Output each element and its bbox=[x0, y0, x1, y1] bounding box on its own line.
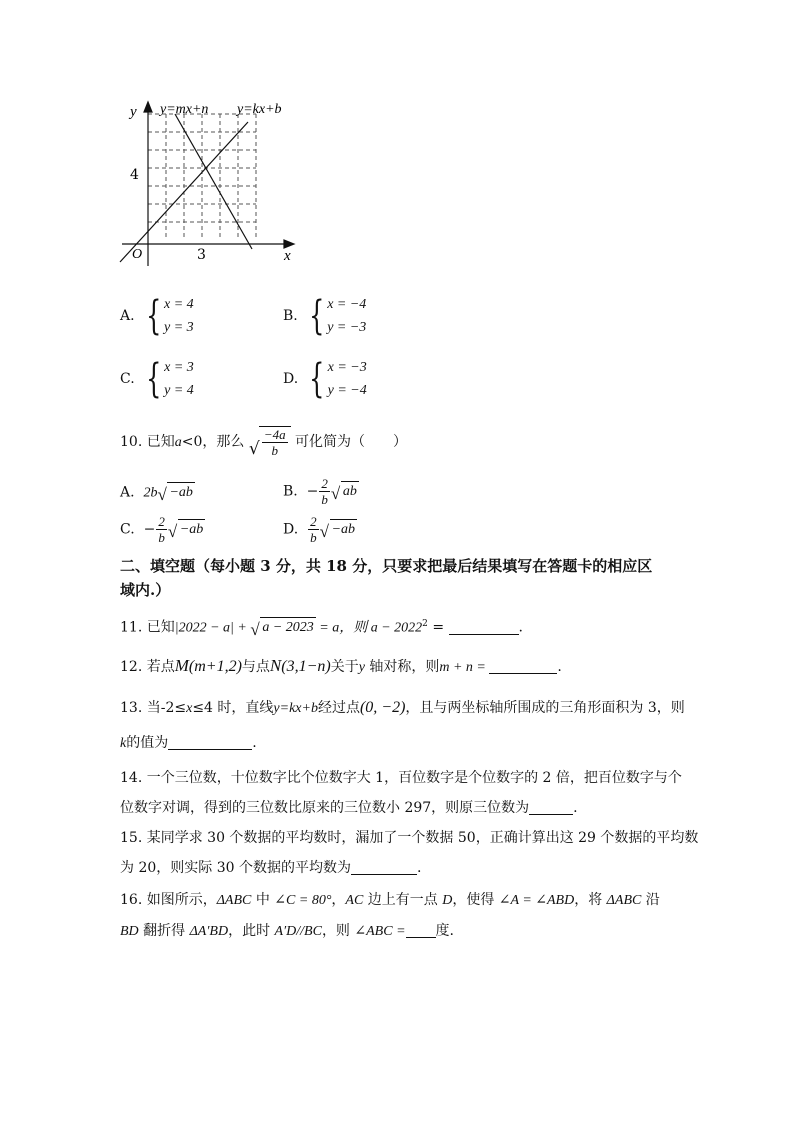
q9-option-b[interactable] bbox=[283, 293, 366, 339]
q10-option-c[interactable]: C. − $\frac{2}{b}$ √ −ab bbox=[120, 514, 204, 545]
brace-icon: { bbox=[309, 356, 325, 402]
q9-option-a[interactable] bbox=[120, 293, 194, 339]
answer-blank[interactable] bbox=[351, 860, 417, 875]
sys-eq2: y = 3 bbox=[164, 320, 194, 335]
y-tick-4: 4 bbox=[130, 167, 139, 183]
x-axis-arrow bbox=[284, 240, 294, 248]
x-tick-3: 3 bbox=[197, 247, 206, 263]
q9-option-c[interactable] bbox=[120, 356, 194, 402]
origin-label: O bbox=[132, 247, 143, 262]
q10-option-b[interactable]: B. − $\frac{2}{b}$ √ ab bbox=[283, 476, 357, 507]
q15-line2: 为 20，则实际 30 个数据的平均数为 . bbox=[120, 860, 422, 876]
sys-eq1: x = 3 bbox=[164, 360, 194, 375]
sys-eq2: y = −3 bbox=[327, 320, 367, 335]
q15-line1: 15. 某同学求 30 个数据的平均数时，漏加了一个数据 50，正确计算出这 29 个数据的平均数 bbox=[120, 830, 699, 846]
grid bbox=[148, 114, 256, 240]
q10-stem: 10. 已知a<0，那么 √ $\frac{-4a}{b}$ 可化简为（ ） bbox=[120, 427, 408, 459]
answer-blank[interactable] bbox=[449, 620, 519, 635]
q11: 11. 已知|2022 − a| + √ a − 2023 = a，则 $a - 2022^2$ = . bbox=[120, 619, 523, 640]
line-mx-plus-n bbox=[175, 114, 252, 249]
brace-icon: { bbox=[145, 293, 161, 339]
q10-option-d[interactable]: D. $\frac{2}{b}$ √ −ab bbox=[283, 514, 356, 545]
option-letter: C. bbox=[120, 371, 135, 387]
option-letter: A. bbox=[120, 308, 135, 324]
q16-line2: BD 翻折得 ΔA′BD，此时 A′D//BC，则 ∠ABC = 度. bbox=[120, 923, 454, 939]
q14-line1: 14. 一个三位数，十位数字比个位数字大 1，百位数字是个位数字的 2 倍，把百位数字与个 bbox=[120, 770, 682, 786]
sys-eq2: y = −4 bbox=[327, 383, 367, 398]
q16-line1: 16. 如图所示，ΔABC 中 ∠C = 80°，AC 边上有一点 D，使得 ∠A = ∠ABD，将 ΔABC 沿 bbox=[120, 892, 660, 908]
sys-eq2: y = 4 bbox=[164, 383, 194, 398]
sys-eq1: x = 4 bbox=[164, 297, 194, 312]
y-axis-arrow bbox=[144, 102, 152, 112]
q13-line2: k的值为 . bbox=[120, 735, 257, 751]
answer-blank[interactable] bbox=[406, 923, 436, 938]
q13-line1: 13. 当-2≤x≤4 时，直线y=kx+b经过点(0, −2)，且与两坐标轴所围成的三角形面积为 3，则 bbox=[120, 699, 685, 716]
section-2-heading: 二、填空题（每小题 3 分，共 18 分，只要求把最后结果填写在答题卡的相应区 bbox=[120, 557, 653, 575]
q10-option-a[interactable]: A. 2b √ −ab bbox=[120, 482, 195, 504]
brace-icon: { bbox=[308, 293, 325, 339]
option-letter: B. bbox=[283, 308, 298, 324]
brace-icon: { bbox=[145, 356, 162, 402]
answer-blank[interactable] bbox=[529, 800, 573, 815]
answer-blank[interactable] bbox=[168, 735, 252, 750]
radical: √ $\frac{-4a}{b}$ bbox=[249, 426, 291, 458]
q12: 12. 若点M(m+1,2)与点N(3,1−n)关于y 轴对称，则m + n = . bbox=[120, 656, 562, 675]
line2-label: y=kx+b bbox=[237, 102, 282, 117]
option-letter: D. bbox=[283, 371, 299, 387]
sys-eq1: x = −3 bbox=[327, 360, 367, 375]
section-2-heading-cont: 域内.） bbox=[120, 581, 171, 599]
sys-eq1: x = −4 bbox=[327, 297, 367, 312]
x-axis-label: x bbox=[284, 248, 291, 264]
q9-option-d[interactable] bbox=[283, 356, 367, 402]
answer-blank[interactable] bbox=[489, 659, 557, 674]
linear-functions-graph bbox=[112, 96, 312, 276]
line1-label: y=mx+n bbox=[160, 102, 209, 117]
y-axis-label: y bbox=[130, 104, 137, 120]
q14-line2: 位数字对调，得到的三位数比原来的三位数小 297，则原三位数为 . bbox=[120, 800, 578, 816]
